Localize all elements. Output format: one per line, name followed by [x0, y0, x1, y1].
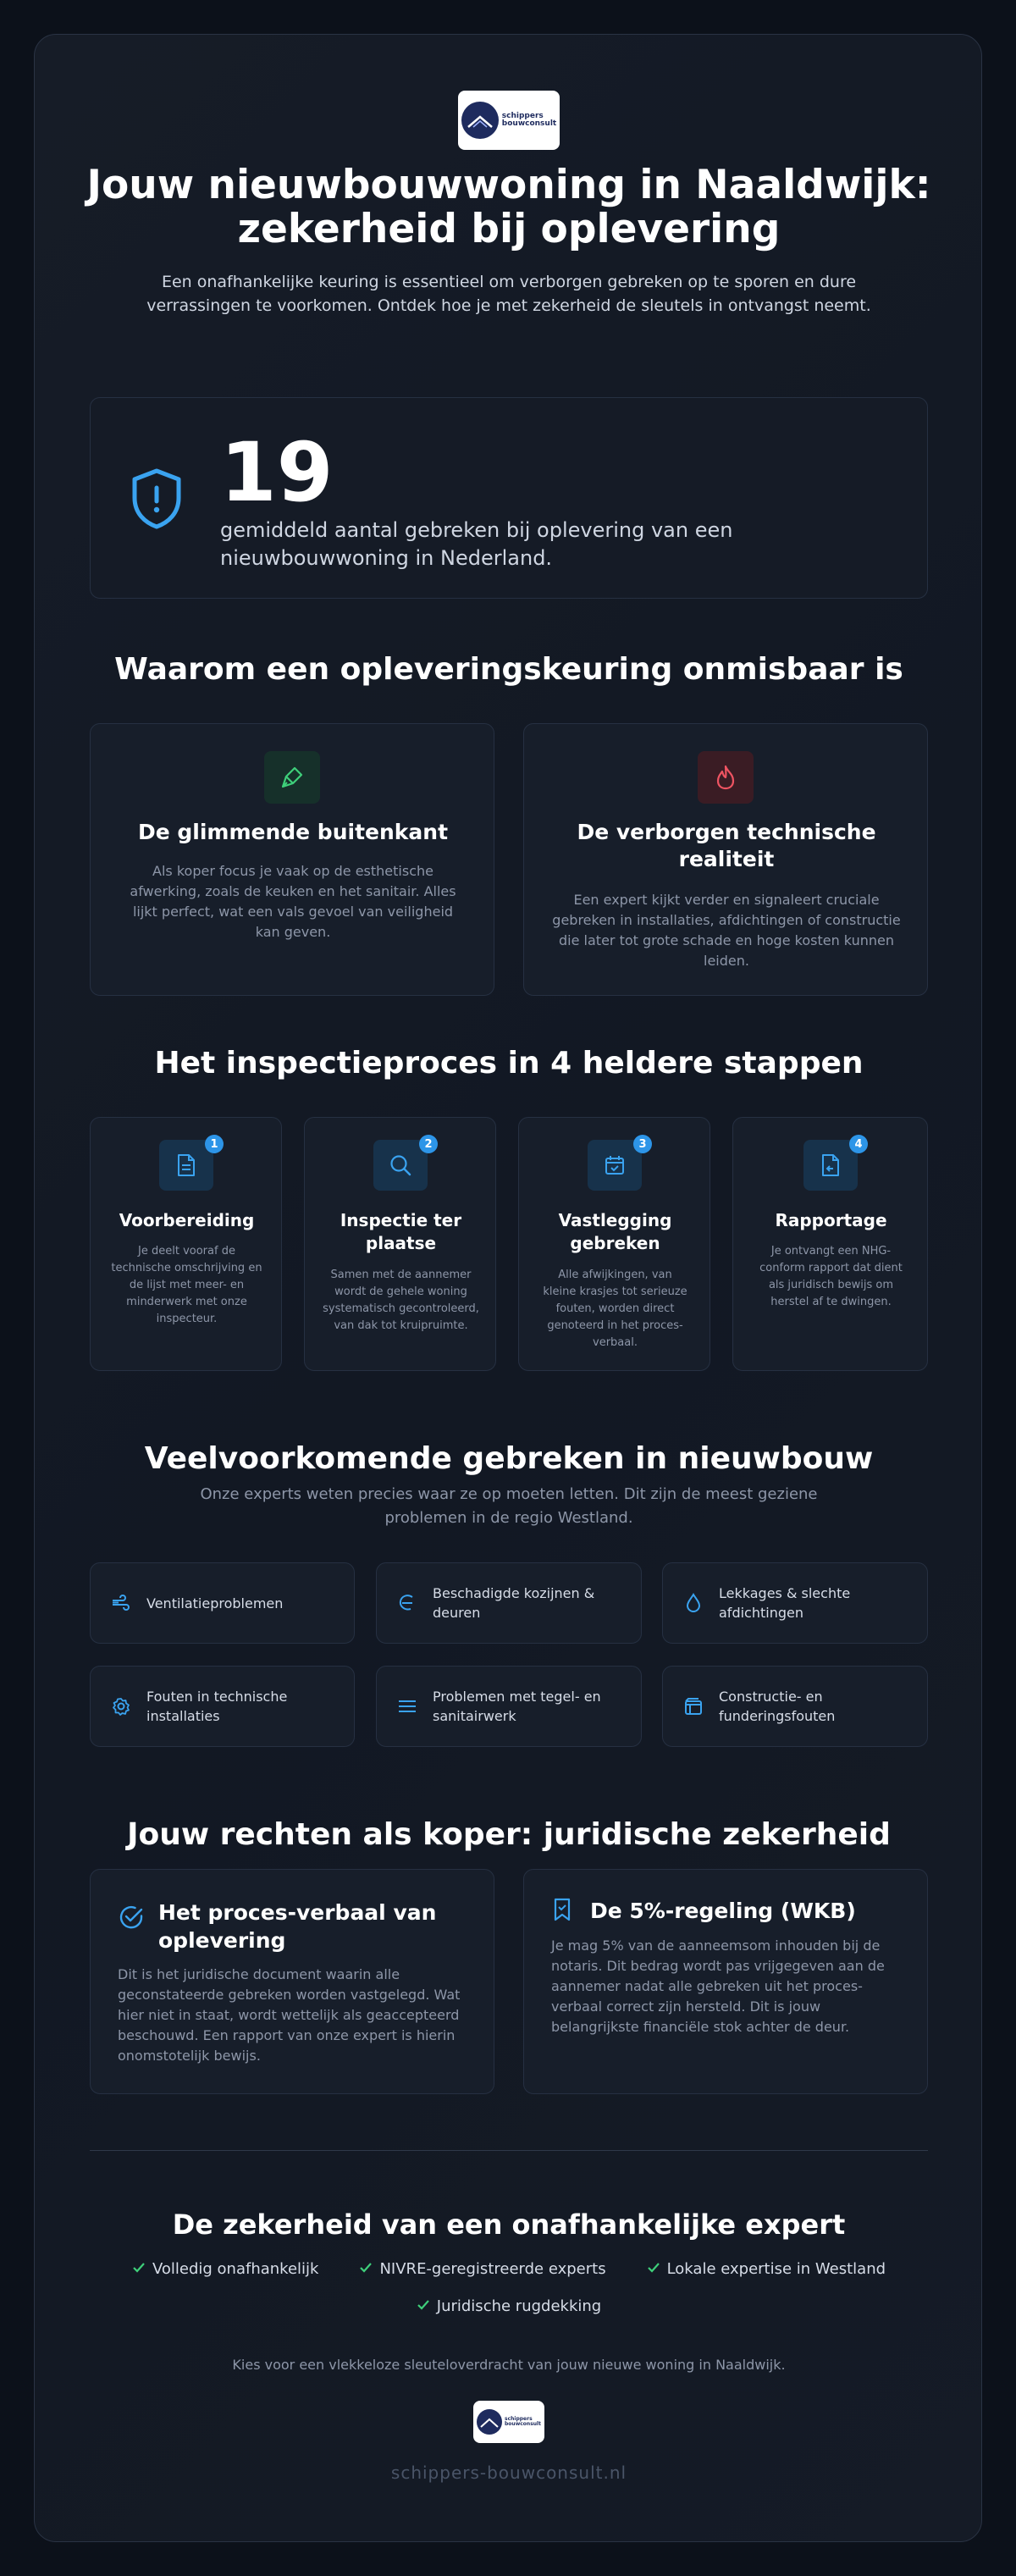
expert-check-label: Volledig onafhankelijk	[152, 2260, 319, 2278]
process-title: Het inspectieproces in 4 heldere stappen	[154, 1046, 864, 1081]
stat-caption: gemiddeld aantal gebreken bij oplevering van een nieuwbouwwoning in Nederland.	[220, 518, 733, 570]
defect-item-frames	[376, 1562, 642, 1644]
window-frame-icon	[390, 1594, 424, 1612]
rights-card-wkb-title: De 5%-regeling (WKB)	[590, 1899, 856, 1923]
check-icon	[647, 2260, 660, 2278]
defect-label-tiles: Problemen met tegel- en sanitairwerk	[433, 1689, 601, 1724]
hero-title-line1: Jouw nieuwbouwwoning in Naaldwijk:	[86, 162, 931, 208]
why-card-exterior-text: Als koper focus je vaak op de esthetische afwerking, zoals de keuken en het sanitair. Alles lijkt perfect, wat een vals gevoel van veiligheid kan geven.	[130, 863, 456, 940]
why-card-technical-text: Een expert kijkt verder en signaleert cruciale gebreken in installaties, afdichtingen of constructie die later tot grote schade en hoge kosten kunnen leiden.	[552, 892, 901, 969]
wind-icon	[104, 1595, 138, 1611]
expert-checks-row-1	[35, 2260, 982, 2278]
step-text-2: Samen met de aannemer wordt de gehele woning systematisch gecontroleerd, van dak tot kruipruimte.	[323, 1269, 479, 1332]
step-card-3	[518, 1117, 710, 1371]
expert-checks-row-2	[35, 2297, 982, 2315]
defect-item-installations	[90, 1666, 355, 1747]
logo-emblem	[461, 102, 499, 139]
rights-card-wkb-text: Je mag 5% van de aanneemsom inhouden bij de notaris. Dit bedrag wordt pas vrijgegeven aan de aannemer nadat alle gebreken uit het proces-verbaal correct zijn hersteld. Dit is jouw belangrijkste financiële stok achter de deur.	[551, 1938, 885, 2035]
step-badge-3: 3	[633, 1135, 652, 1153]
defect-item-leaks	[662, 1562, 928, 1644]
tiles-icon	[390, 1698, 424, 1715]
step-title-2: Inspectie ter plaatse	[340, 1210, 462, 1253]
shield-alert-icon	[130, 467, 184, 533]
step-title-3: Vastlegging gebreken	[558, 1210, 672, 1253]
step-card-1	[90, 1117, 282, 1371]
hero-title	[35, 163, 982, 252]
defect-label-frames: Beschadigde kozijnen & deuren	[433, 1585, 595, 1621]
check-circle-icon	[118, 1904, 145, 1934]
defects-intro: Onze experts weten precies waar ze op moeten letten. Dit zijn de meest geziene problemen in de regio Westland.	[200, 1485, 818, 1527]
defect-label-leaks: Lekkages & slechte afdichtingen	[719, 1585, 851, 1621]
footer-logo-name-line1: schippers	[505, 2415, 533, 2422]
why-card-exterior-title: De glimmende buitenkant	[137, 820, 449, 844]
check-icon	[417, 2297, 430, 2315]
hero-title-line2: zekerheid bij oplevering	[237, 206, 781, 252]
logo-name-line1: schippers	[501, 111, 544, 120]
step-card-2	[304, 1117, 496, 1371]
footer-domain-link[interactable]: schippers-bouwconsult.nl	[390, 2463, 627, 2483]
expert-check-label: Lokale expertise in Westland	[666, 2260, 886, 2278]
step-badge-1: 1	[205, 1135, 224, 1153]
hero-intro: Een onafhankelijke keuring is essentieel om verborgen gebreken op te sporen en dure verrassingen te voorkomen. Ontdek hoe je met zekerheid de sleutels in ontvangst neemt.	[146, 273, 871, 315]
defect-label-construction: Constructie- en funderingsfouten	[719, 1689, 836, 1724]
step-text-3: Alle afwijkingen, van kleine krasjes tot serieuze fouten, worden direct genoteerd in het proces-verbaal.	[543, 1269, 687, 1349]
foundation-icon	[676, 1696, 710, 1716]
expert-check-item	[417, 2297, 601, 2315]
rights-card-pv	[90, 1869, 494, 2094]
rights-card-pv-text: Dit is het juridische document waarin alle geconstateerde gebreken worden vastgelegd. Wat hier niet in staat, wordt wettelijk als geaccepteerd beschouwd. Een rapport van onze expert is hierin onomstotelijk bewijs.	[118, 1966, 461, 2064]
expert-title: De zekerheid van een onafhankelijke expert	[172, 2208, 846, 2241]
bookmark-icon	[549, 1897, 575, 1926]
why-card-exterior	[90, 723, 494, 996]
rights-card-pv-title: Het proces-verbaal van oplevering	[158, 1900, 437, 1953]
rights-title: Jouw rechten als koper: juridische zekerheid	[127, 1817, 891, 1852]
paintbrush-icon	[264, 751, 320, 804]
expert-check-item	[132, 2260, 319, 2278]
footer-logo[interactable]	[473, 2401, 544, 2443]
why-card-technical-title: De verborgen technische realiteit	[577, 820, 876, 871]
step-text-1: Je deelt vooraf de technische omschrijving en de lijst met meer- en minderwerk met onze inspecteur.	[111, 1245, 262, 1325]
defect-label-installations: Fouten in technische installaties	[146, 1689, 288, 1724]
gear-icon	[104, 1696, 138, 1716]
stat-number: 19	[220, 425, 334, 520]
stat-card	[90, 397, 928, 599]
step-title-4: Rapportage	[775, 1210, 887, 1230]
defect-item-tiles	[376, 1666, 642, 1747]
logo-name-line2: bouwconsult	[501, 119, 557, 128]
header-logo[interactable]	[458, 91, 560, 150]
expert-check-item	[359, 2260, 605, 2278]
check-icon	[132, 2260, 146, 2278]
why-card-technical	[523, 723, 928, 996]
footer-logo-name-line2: bouwconsult	[505, 2421, 541, 2427]
defect-item-construction	[662, 1666, 928, 1747]
step-badge-4: 4	[849, 1135, 868, 1153]
step-badge-2: 2	[419, 1135, 438, 1153]
defects-title: Veelvoorkomende gebreken in nieuwbouw	[144, 1441, 874, 1476]
defect-item-ventilation	[90, 1562, 355, 1644]
flame-icon	[698, 751, 754, 804]
footer-logo-emblem	[477, 2409, 502, 2435]
why-title: Waarom een opleveringskeuring onmisbaar is	[114, 652, 903, 687]
section-divider	[90, 2150, 928, 2151]
expert-check-label: Juridische rugdekking	[436, 2297, 602, 2315]
page-frame	[34, 34, 982, 2542]
step-text-4: Je ontvangt een NHG-conform rapport dat dient als juridisch bewijs om herstel af te dwingen.	[759, 1245, 903, 1308]
expert-check-item	[647, 2260, 886, 2278]
step-card-4	[732, 1117, 928, 1371]
check-icon	[359, 2260, 373, 2278]
droplet-icon	[676, 1593, 710, 1613]
rights-card-wkb	[523, 1869, 928, 2094]
expert-check-label: NIVRE-geregistreerde experts	[379, 2260, 606, 2278]
step-title-1: Voorbereiding	[119, 1210, 255, 1230]
defect-label-ventilation: Ventilatieproblemen	[146, 1595, 284, 1611]
expert-closing: Kies voor een vlekkeloze sleuteloverdracht van jouw nieuwe woning in Naaldwijk.	[232, 2357, 786, 2373]
